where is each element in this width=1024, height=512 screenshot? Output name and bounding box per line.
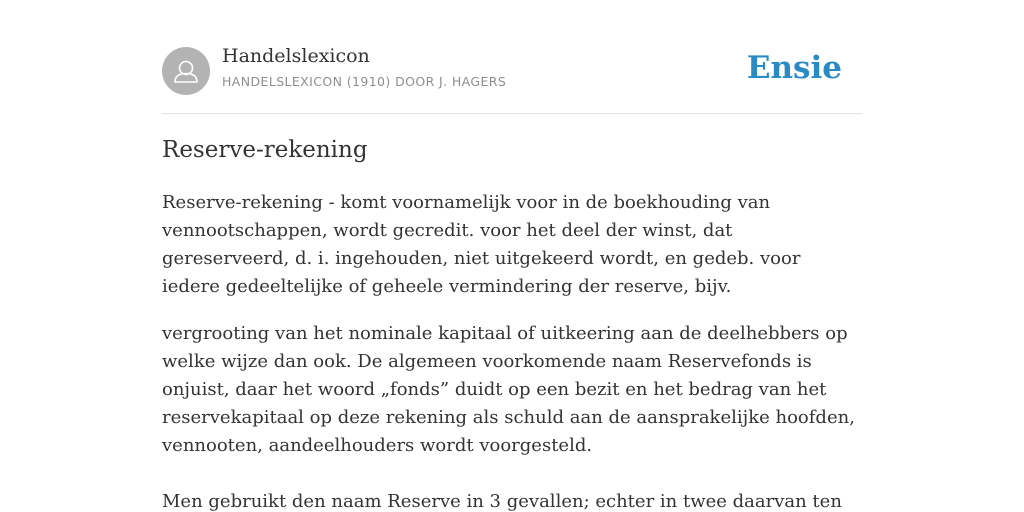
source-subtitle: HANDELSLEXICON (1910) DOOR J. HAGERS [222, 74, 507, 89]
source-title[interactable]: Handelslexicon [222, 45, 370, 67]
paragraph-2: vergrooting van het nominale kapitaal of uitkeering aan de deelhebbers op welke wijze dan ook. De algemeen voorkomende naam Reservefonds is onjuist, daar het woord „fonds” duidt op een bezit en het bedrag van het reservekapitaal op deze rekening als schuld aan de aansprakelijke hoofden, vennooten, aandeelhouders wordt voorgesteld. [162, 323, 855, 456]
user-icon [162, 47, 210, 95]
source-header [162, 0, 862, 114]
entry-body [162, 189, 862, 512]
paragraph-1: Reserve-rekening - komt voornamelijk voor in de boekhouding van vennootschappen, wordt gecredit. voor het deel der winst, dat gereserveerd, d. i. ingehouden, niet uitgekeerd wordt, en gedeb. voor iedere gedeeltelijke of geheele vermindering der reserve, bijv. [162, 192, 801, 297]
avatar[interactable] [162, 47, 210, 95]
paragraph-3: Men gebruikt den naam Reserve in 3 gevallen; echter in twee daarvan ten [162, 491, 842, 512]
entry-title: Reserve-rekening [162, 137, 368, 163]
ensie-logo-link[interactable]: Ensie [746, 50, 842, 86]
content-container [162, 0, 862, 512]
